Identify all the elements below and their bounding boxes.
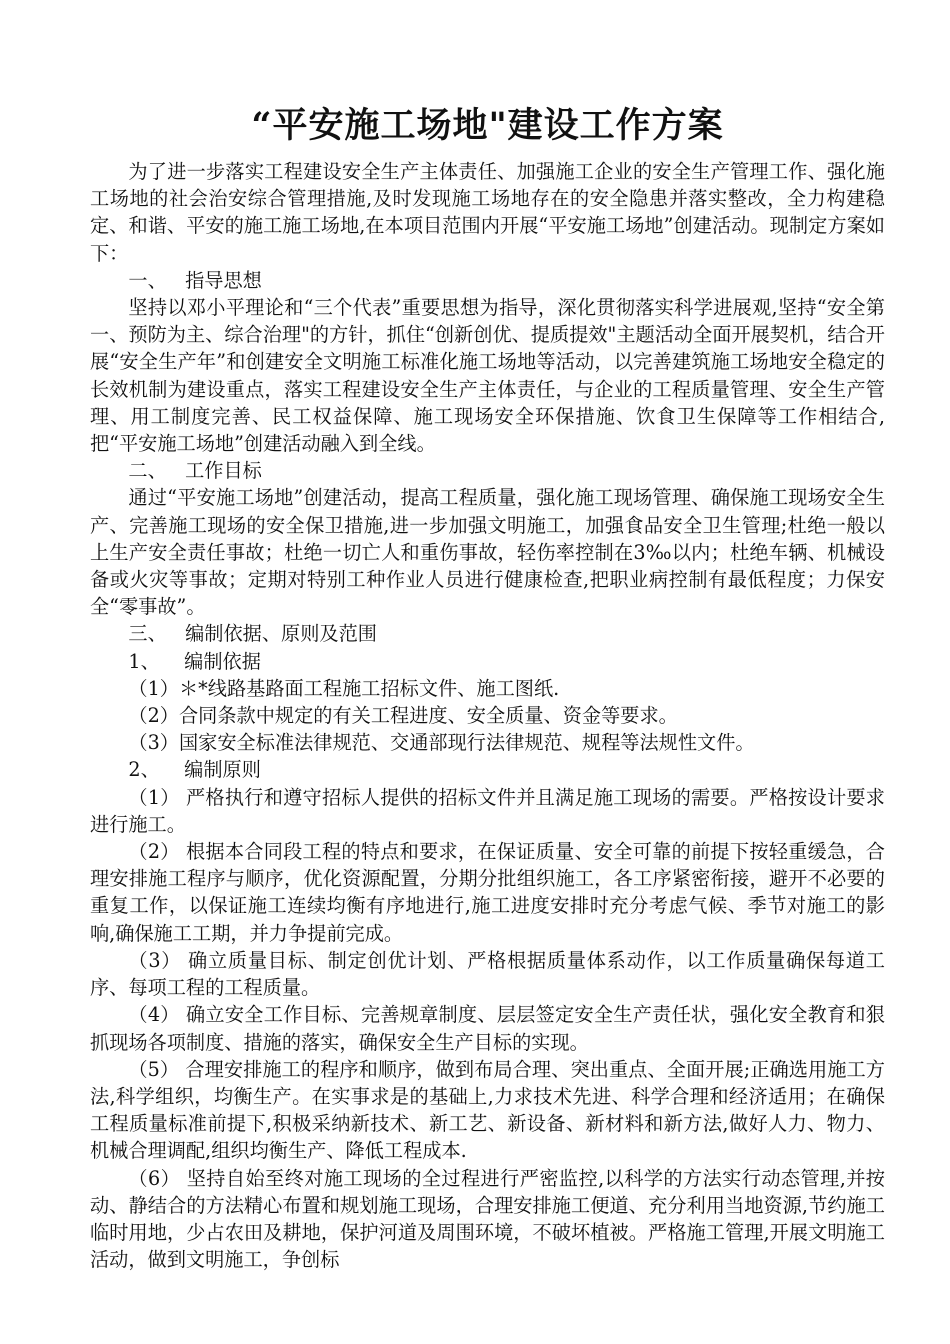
work-goals-paragraph: 通过“平安施工场地”创建活动，提高工程质量，强化施工现场管理、确保施工现场安全生产、完善施工现场的安全保卫措施,进一步加强文明施工，加强食品安全卫生管理;杜绝一般以上生产安全责任事故；杜绝一切亡人和重伤事故，轻伤率控制在3‰以内；杜绝车辆、机械设备或火灾等事故；定期对特别工种作业人员进行健康检查,把职业病控制有最低程度；力保安全“零事故”。 xyxy=(90,486,885,619)
section-heading-basis-principles: 三、 编制依据、原则及范围 xyxy=(128,622,377,646)
principle-item-4: （4） 确立安全工作目标、完善规章制度、层层签定安全生产责任状，强化安全教育和狠抓现场各项制度、措施的落实，确保安全生产目标的实现。 xyxy=(90,1003,885,1054)
principle-item-2: （2） 根据本合同段工程的特点和要求，在保证质量、安全可靠的前提下按轻重缓急，合理安排施工程序与顺序，优化资源配置，分期分批组织施工，各工序紧密衔接，避开不必要的重复工作，以保证施工连续均衡有序地进行,施工进度安排时充分考虑气候、季节对施工的影响,确保施工工期，并力争提前完成。 xyxy=(90,840,885,945)
principle-item-5: （5） 合理安排施工的程序和顺序，做到布局合理、突出重点、全面开展;正确选用施工方法,科学组织，均衡生产。在实事求是的基础上,力求技术先进、科学合理和经济适用；在确保工程质量标准前提下,积极采纳新技术、新工艺、新设备、新材料和新方法,做好人力、物力、机械合理调配,组织均衡生产、降低工程成本. xyxy=(90,1057,885,1163)
principle-item-3: （3） 确立质量目标、制定创优计划、严格根据质量体系动作，以工作质量确保每道工序、每项工程的工程质量。 xyxy=(90,948,885,1000)
principle-item-6: （6） 坚持自始至终对施工现场的全过程进行严密监控,以科学的方法实行动态管理,并按动、静结合的方法精心布置和规划施工现场，合理安排施工便道、充分利用当地资源,节约施工临时用地，少占农田及耕地，保护河道及周围环境，不破坏植被。严格施工管理,开展文明施工活动，做到文明施工，争创标 xyxy=(90,1166,885,1272)
subsection-heading-basis: 1、 编制依据 xyxy=(128,649,261,673)
basis-item-3: （3）国家安全标准法律规范、交通部现行法律规范、规程等法规性文件。 xyxy=(128,731,755,755)
section-heading-guiding-ideology: 一、 指导思想 xyxy=(128,268,262,292)
subsection-heading-principles: 2、 编制原则 xyxy=(128,758,261,782)
basis-item-2: （2）合同条款中规定的有关工程进度、安全质量、资金等要求。 xyxy=(128,704,678,728)
intro-paragraph: 为了进一步落实工程建设安全生产主体责任、加强施工企业的安全生产管理工作、强化施工场地的社会治安综合管理措施,及时发现施工场地存在的安全隐患并落实整改，全力构建稳定、和谐、平安的施工施工场地,在本项目范围内开展“平安施工场地”创建活动。现制定方案如下： xyxy=(90,160,885,265)
document-title: “平安施工场地"建设工作方案 xyxy=(251,105,724,146)
section-heading-work-goals: 二、 工作目标 xyxy=(128,459,262,483)
principle-item-1: （1） 严格执行和遵守招标人提供的招标文件并且满足施工现场的需要。严格按设计要求进行施工。 xyxy=(90,785,885,836)
document-page xyxy=(90,96,885,1273)
guiding-ideology-paragraph: 坚持以邓小平理论和“三个代表”重要思想为指导，深化贯彻落实科学进展观,坚持“安全第一、预防为主、综合治理"的方针，抓住“创新创优、提质提效"主题活动全面开展契机，结合开展“安全生产年”和创建安全文明施工标准化施工场地等活动，以完善建筑施工场地安全稳定的长效机制为建设重点，落实工程建设安全生产主体责任，与企业的工程质量管理、安全生产管理、用工制度完善、民工权益保障、施工现场安全环保措施、饮食卫生保障等工作相结合,把“平安施工场地”创建活动融入到全线。 xyxy=(90,296,885,456)
basis-item-1: （1）＊*线路基路面工程施工招标文件、施工图纸. xyxy=(128,676,560,700)
